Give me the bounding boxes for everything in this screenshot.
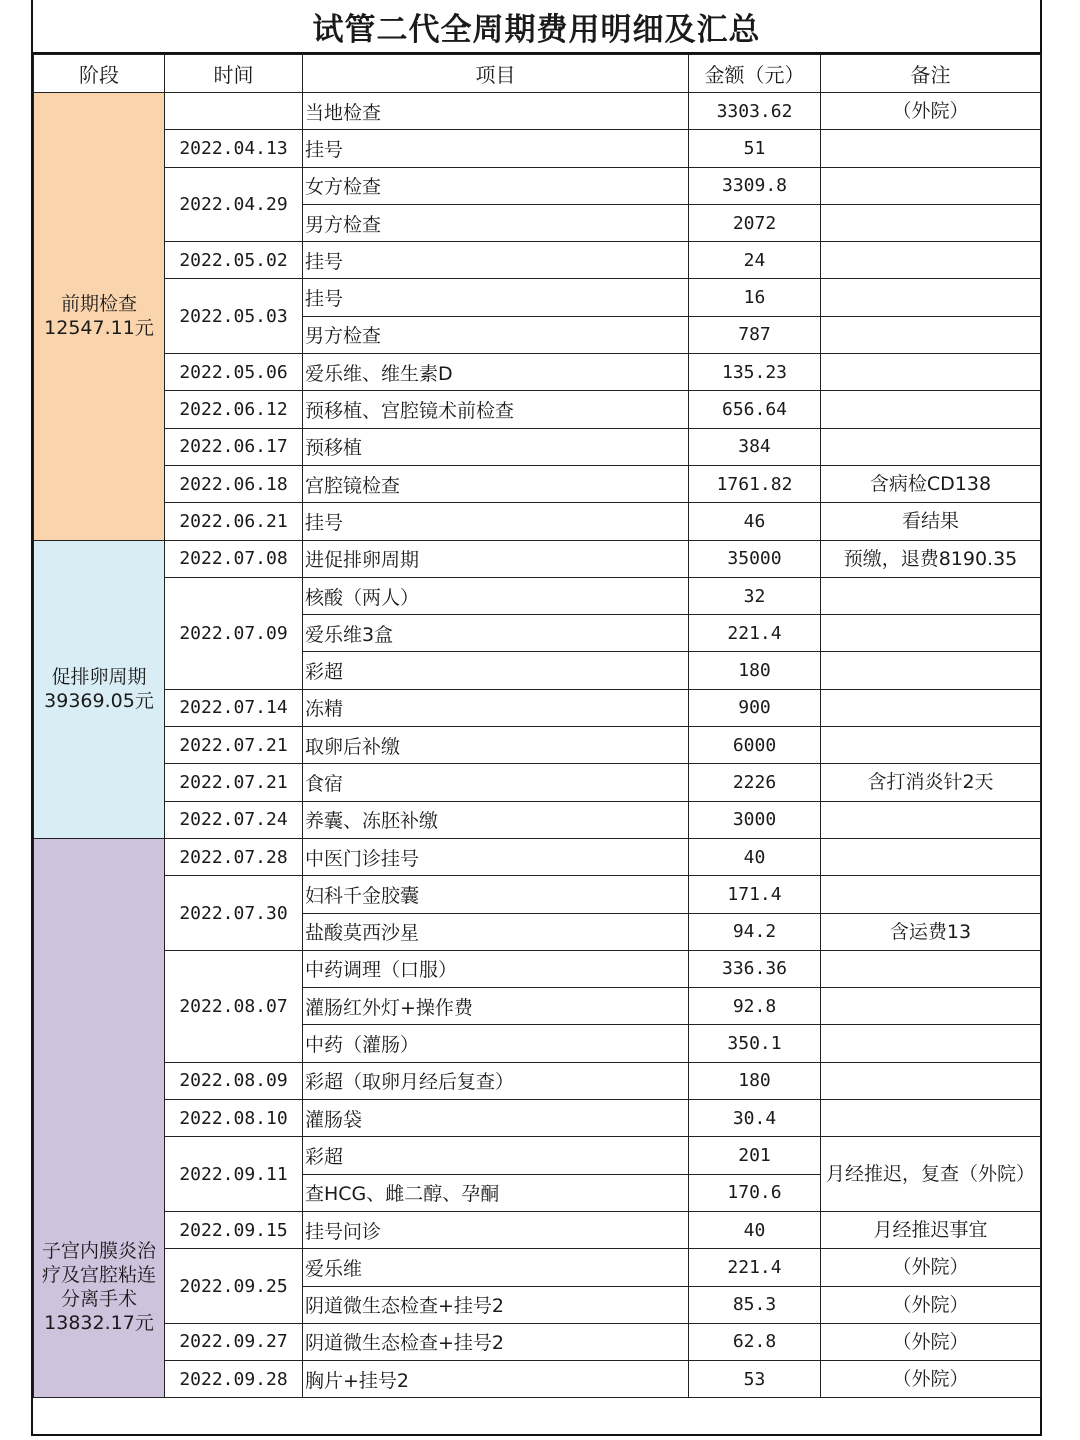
date-cell: 2022.06.12	[165, 391, 303, 428]
item-cell: 食宿	[303, 764, 689, 801]
amount-cell: 40	[689, 838, 821, 875]
item-cell: 爱乐维3盒	[303, 615, 689, 652]
date-cell: 2022.08.10	[165, 1100, 303, 1137]
amount-cell: 3309.8	[689, 167, 821, 204]
note-cell: 含运费13	[821, 913, 1041, 950]
table-row	[34, 950, 1041, 987]
table-row	[34, 1249, 1041, 1286]
stage-name: 促排卵周期	[51, 666, 147, 689]
date-cell: 2022.04.29	[165, 167, 303, 242]
note-cell: 含打消炎针2天	[821, 764, 1041, 801]
stage-total: 12547.11元	[44, 317, 154, 340]
table-row	[34, 801, 1041, 838]
header-stage: 阶段	[34, 55, 165, 93]
item-cell: 挂号	[303, 503, 689, 540]
item-cell: 取卵后补缴	[303, 727, 689, 764]
date-cell: 2022.05.03	[165, 279, 303, 354]
item-cell: 冻精	[303, 689, 689, 726]
note-cell: 月经推迟，复查（外院）	[821, 1137, 1041, 1212]
note-cell	[821, 988, 1041, 1025]
table-row	[34, 1211, 1041, 1248]
amount-cell: 62.8	[689, 1323, 821, 1360]
header-row	[34, 55, 1041, 93]
amount-cell: 85.3	[689, 1286, 821, 1323]
note-cell	[821, 316, 1041, 353]
table-row	[34, 1062, 1041, 1099]
item-cell: 预移植	[303, 428, 689, 465]
stage-cell-endometritis-treatment	[34, 838, 165, 1397]
item-cell: 胸片+挂号2	[303, 1361, 689, 1398]
stage-cell-pre-check	[34, 93, 165, 541]
amount-cell: 16	[689, 279, 821, 316]
item-cell: 宫腔镜检查	[303, 465, 689, 502]
note-cell	[821, 950, 1041, 987]
table-row	[34, 1323, 1041, 1360]
amount-cell: 170.6	[689, 1174, 821, 1211]
stage-total: 13832.17元	[44, 1312, 154, 1335]
amount-cell: 135.23	[689, 354, 821, 391]
note-cell: （外院）	[821, 1249, 1041, 1286]
table-row	[34, 876, 1041, 913]
table-row	[34, 689, 1041, 726]
note-cell	[821, 428, 1041, 465]
note-cell: 月经推迟事宜	[821, 1211, 1041, 1248]
amount-cell: 221.4	[689, 615, 821, 652]
item-cell: 核酸（两人）	[303, 577, 689, 614]
note-cell	[821, 1025, 1041, 1062]
note-cell: 含病检CD138	[821, 465, 1041, 502]
expense-table	[33, 54, 1041, 1398]
date-cell: 2022.09.15	[165, 1211, 303, 1248]
expense-sheet	[31, 0, 1042, 1436]
date-cell: 2022.08.09	[165, 1062, 303, 1099]
amount-cell: 656.64	[689, 391, 821, 428]
amount-cell: 40	[689, 1211, 821, 1248]
amount-cell: 180	[689, 652, 821, 689]
header-date: 时间	[165, 55, 303, 93]
item-cell: 女方检查	[303, 167, 689, 204]
date-cell: 2022.07.08	[165, 540, 303, 577]
amount-cell: 201	[689, 1137, 821, 1174]
table-row	[34, 391, 1041, 428]
date-cell: 2022.08.07	[165, 950, 303, 1062]
stage-total: 39369.05元	[44, 690, 154, 713]
note-cell	[821, 242, 1041, 279]
date-cell: 2022.07.21	[165, 727, 303, 764]
table-row	[34, 242, 1041, 279]
table-row	[34, 577, 1041, 614]
date-cell: 2022.09.27	[165, 1323, 303, 1360]
item-cell: 挂号	[303, 242, 689, 279]
item-cell: 阴道微生态检查+挂号2	[303, 1286, 689, 1323]
date-cell: 2022.07.09	[165, 577, 303, 689]
note-cell: 预缴，退费8190.35	[821, 540, 1041, 577]
amount-cell: 46	[689, 503, 821, 540]
table-row	[34, 130, 1041, 167]
amount-cell: 787	[689, 316, 821, 353]
table-row	[34, 93, 1041, 130]
date-cell: 2022.04.13	[165, 130, 303, 167]
amount-cell: 94.2	[689, 913, 821, 950]
header-item: 项目	[303, 55, 689, 93]
amount-cell: 32	[689, 577, 821, 614]
note-cell: （外院）	[821, 1323, 1041, 1360]
item-cell: 中医门诊挂号	[303, 838, 689, 875]
amount-cell: 2226	[689, 764, 821, 801]
date-cell: 2022.07.30	[165, 876, 303, 951]
table-row	[34, 838, 1041, 875]
table-row	[34, 1100, 1041, 1137]
amount-cell: 53	[689, 1361, 821, 1398]
date-cell: 2022.09.28	[165, 1361, 303, 1398]
note-cell: （外院）	[821, 1286, 1041, 1323]
note-cell	[821, 876, 1041, 913]
note-cell	[821, 838, 1041, 875]
note-cell	[821, 279, 1041, 316]
date-cell: 2022.06.18	[165, 465, 303, 502]
amount-cell: 30.4	[689, 1100, 821, 1137]
amount-cell: 35000	[689, 540, 821, 577]
item-cell: 养囊、冻胚补缴	[303, 801, 689, 838]
note-cell	[821, 577, 1041, 614]
date-cell: 2022.06.17	[165, 428, 303, 465]
item-cell: 男方检查	[303, 204, 689, 241]
amount-cell: 2072	[689, 204, 821, 241]
item-cell: 妇科千金胶囊	[303, 876, 689, 913]
item-cell: 盐酸莫西沙星	[303, 913, 689, 950]
item-cell: 挂号问诊	[303, 1211, 689, 1248]
date-cell	[165, 93, 303, 130]
table-row	[34, 354, 1041, 391]
table-row	[34, 764, 1041, 801]
amount-cell: 336.36	[689, 950, 821, 987]
stage-cell-ovulation-cycle	[34, 540, 165, 838]
table-row	[34, 465, 1041, 502]
amount-cell: 900	[689, 689, 821, 726]
amount-cell: 180	[689, 1062, 821, 1099]
amount-cell: 350.1	[689, 1025, 821, 1062]
table-row	[34, 540, 1041, 577]
date-cell: 2022.07.24	[165, 801, 303, 838]
note-cell	[821, 615, 1041, 652]
amount-cell: 3000	[689, 801, 821, 838]
item-cell: 进促排卵周期	[303, 540, 689, 577]
amount-cell: 3303.62	[689, 93, 821, 130]
item-cell: 挂号	[303, 130, 689, 167]
item-cell: 灌肠红外灯+操作费	[303, 988, 689, 1025]
amount-cell: 6000	[689, 727, 821, 764]
table-row	[34, 428, 1041, 465]
note-cell	[821, 204, 1041, 241]
date-cell: 2022.07.28	[165, 838, 303, 875]
item-cell: 男方检查	[303, 316, 689, 353]
item-cell: 中药（灌肠）	[303, 1025, 689, 1062]
item-cell: 彩超	[303, 1137, 689, 1174]
date-cell: 2022.07.21	[165, 764, 303, 801]
note-cell	[821, 130, 1041, 167]
header-note: 备注	[821, 55, 1041, 93]
note-cell: 看结果	[821, 503, 1041, 540]
note-cell	[821, 167, 1041, 204]
note-cell: （外院）	[821, 93, 1041, 130]
item-cell: 挂号	[303, 279, 689, 316]
table-row	[34, 1361, 1041, 1398]
amount-cell: 221.4	[689, 1249, 821, 1286]
date-cell: 2022.06.21	[165, 503, 303, 540]
note-cell	[821, 801, 1041, 838]
note-cell	[821, 1062, 1041, 1099]
item-cell: 查HCG、雌二醇、孕酮	[303, 1174, 689, 1211]
amount-cell: 51	[689, 130, 821, 167]
table-row	[34, 279, 1041, 316]
amount-cell: 92.8	[689, 988, 821, 1025]
page-title: 试管二代全周期费用明细及汇总	[33, 0, 1040, 54]
amount-cell: 1761.82	[689, 465, 821, 502]
date-cell: 2022.09.25	[165, 1249, 303, 1324]
item-cell: 预移植、宫腔镜术前检查	[303, 391, 689, 428]
note-cell	[821, 391, 1041, 428]
note-cell	[821, 652, 1041, 689]
header-amount: 金额（元）	[689, 55, 821, 93]
note-cell	[821, 689, 1041, 726]
stage-name: 子宫内膜炎治疗及宫腔粘连分离手术	[41, 1240, 156, 1311]
item-cell: 彩超	[303, 652, 689, 689]
item-cell: 爱乐维、维生素D	[303, 354, 689, 391]
amount-cell: 24	[689, 242, 821, 279]
amount-cell: 171.4	[689, 876, 821, 913]
table-row	[34, 1137, 1041, 1174]
date-cell: 2022.09.11	[165, 1137, 303, 1212]
item-cell: 阴道微生态检查+挂号2	[303, 1323, 689, 1360]
date-cell: 2022.05.02	[165, 242, 303, 279]
item-cell: 灌肠袋	[303, 1100, 689, 1137]
note-cell	[821, 354, 1041, 391]
amount-cell: 384	[689, 428, 821, 465]
item-cell: 当地检查	[303, 93, 689, 130]
date-cell: 2022.05.06	[165, 354, 303, 391]
table-row	[34, 727, 1041, 764]
date-cell: 2022.07.14	[165, 689, 303, 726]
item-cell: 彩超（取卵月经后复查）	[303, 1062, 689, 1099]
note-cell	[821, 1100, 1041, 1137]
note-cell: （外院）	[821, 1361, 1041, 1398]
item-cell: 中药调理（口服）	[303, 950, 689, 987]
stage-name: 前期检查	[60, 293, 137, 316]
note-cell	[821, 727, 1041, 764]
table-row	[34, 167, 1041, 204]
table-row	[34, 503, 1041, 540]
item-cell: 爱乐维	[303, 1249, 689, 1286]
